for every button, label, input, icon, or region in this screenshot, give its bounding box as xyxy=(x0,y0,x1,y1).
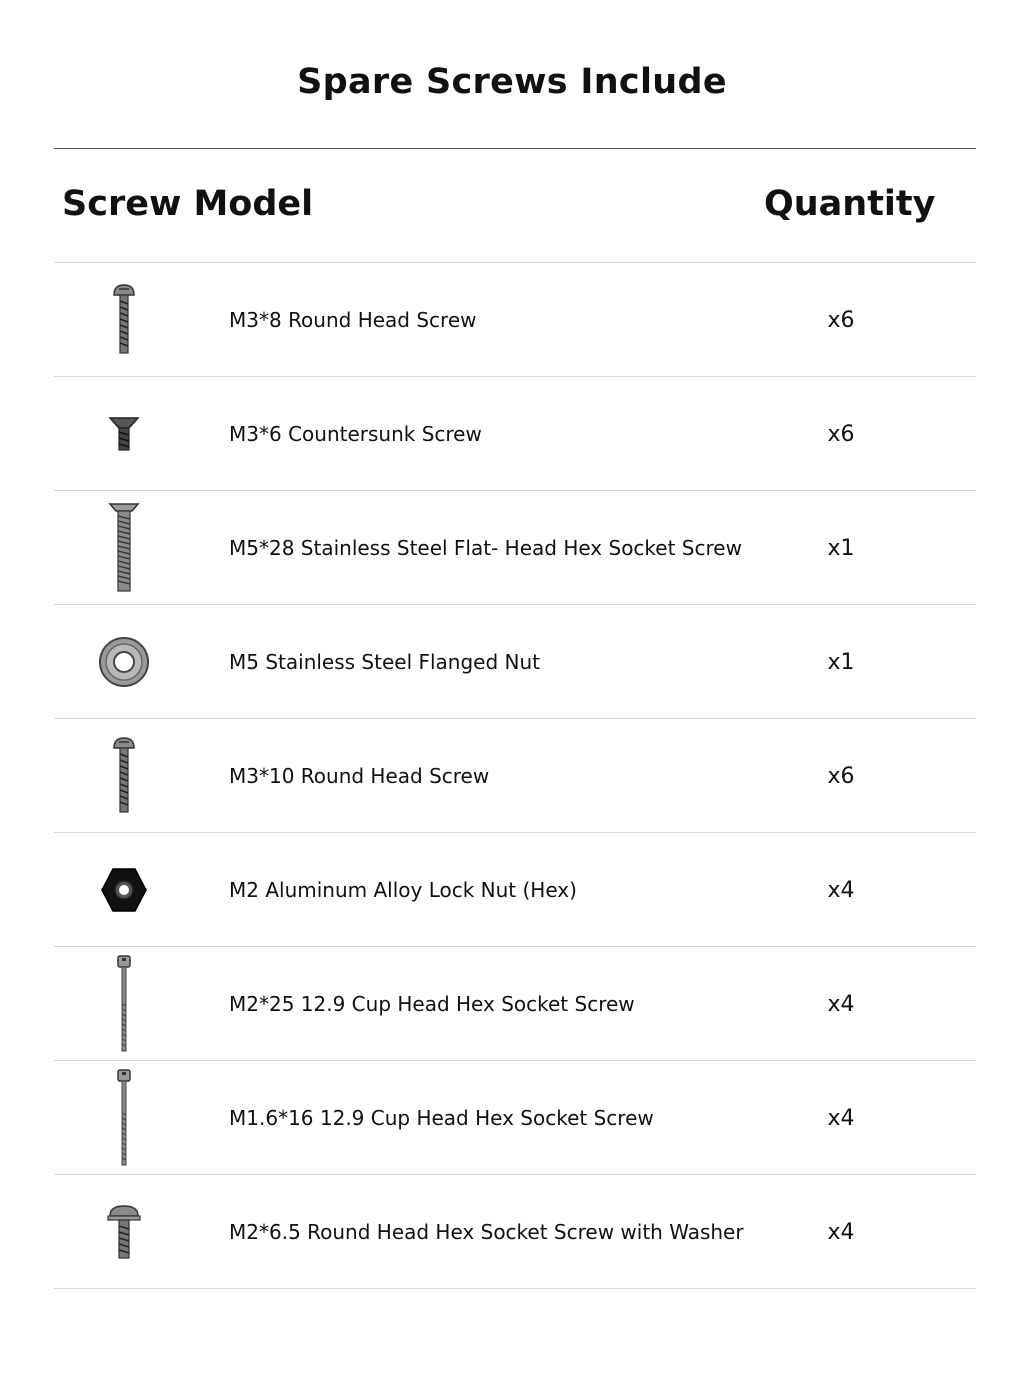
table-row xyxy=(54,605,976,719)
item-quantity: x1 xyxy=(827,535,855,561)
item-quantity: x6 xyxy=(827,763,855,789)
table-row xyxy=(54,719,976,833)
column-header-quantity: Quantity xyxy=(764,184,936,224)
countersunk-screw-icon xyxy=(74,377,174,491)
flat-head-socket-screw-icon xyxy=(74,491,174,605)
header-divider xyxy=(54,148,976,149)
item-name: M2*6.5 Round Head Hex Socket Screw with Washer xyxy=(229,1220,744,1244)
item-name: M2 Aluminum Alloy Lock Nut (Hex) xyxy=(229,878,577,902)
round-head-screw-icon xyxy=(74,263,174,377)
item-quantity: x6 xyxy=(827,421,855,447)
column-header-screw-model: Screw Model xyxy=(62,184,314,224)
item-quantity: x4 xyxy=(827,877,855,903)
page-title: Spare Screws Include xyxy=(297,62,727,102)
item-quantity: x1 xyxy=(827,649,855,675)
item-name: M5 Stainless Steel Flanged Nut xyxy=(229,650,541,674)
table-row xyxy=(54,833,976,947)
table-row xyxy=(54,1175,976,1289)
table-row xyxy=(54,1061,976,1175)
item-quantity: x4 xyxy=(827,1219,855,1245)
item-name: M1.6*16 12.9 Cup Head Hex Socket Screw xyxy=(229,1106,654,1130)
table-row xyxy=(54,947,976,1061)
item-name: M3*10 Round Head Screw xyxy=(229,764,490,788)
item-quantity: x4 xyxy=(827,1105,855,1131)
item-quantity: x4 xyxy=(827,991,855,1017)
round-head-screw-icon xyxy=(74,719,174,833)
table-row xyxy=(54,491,976,605)
cup-head-socket-screw-icon xyxy=(74,947,174,1061)
cup-head-socket-screw-icon xyxy=(74,1061,174,1175)
flanged-nut-icon xyxy=(74,605,174,719)
table-row xyxy=(54,263,976,377)
hex-lock-nut-icon xyxy=(74,833,174,947)
washer-head-screw-icon xyxy=(74,1175,174,1289)
table-row xyxy=(54,377,976,491)
row-divider xyxy=(54,1288,976,1289)
item-name: M5*28 Stainless Steel Flat- Head Hex Socket Screw xyxy=(229,536,742,560)
item-name: M3*8 Round Head Screw xyxy=(229,308,477,332)
item-name: M2*25 12.9 Cup Head Hex Socket Screw xyxy=(229,992,635,1016)
item-name: M3*6 Countersunk Screw xyxy=(229,422,482,446)
item-quantity: x6 xyxy=(827,307,855,333)
